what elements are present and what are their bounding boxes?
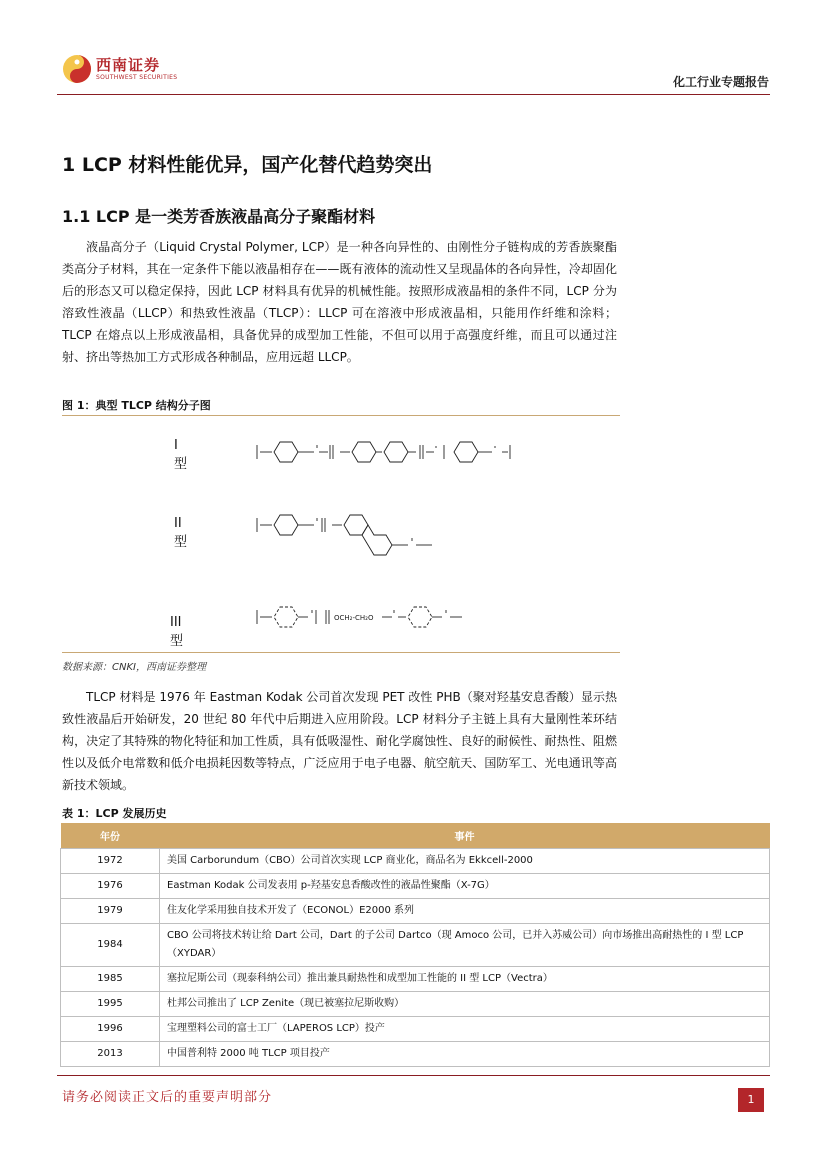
year-cell: 1985	[61, 967, 160, 992]
history-paragraph: TLCP 材料是 1976 年 Eastman Kodak 公司首次发现 PET 改性 PHB（聚对羟基安息香酸）显示热致性液晶后开始研发，20 世纪 80 年代中后期进入应用阶段。LCP 材料分子主链上具有大量刚性苯环结构，决定了其特殊的物化特征和加工性质，具有低吸湿性、耐化学腐蚀性、良好的耐候性、耐热性、阻燃性以及低介电常数和低介电损耗因数等特点，广泛应用于电子电器、航空航天、国防军工、光电通讯等高新技术领域。	[62, 690, 617, 792]
chemical-structures-svg	[252, 418, 512, 648]
header-divider	[57, 94, 770, 95]
ch2-group-text: OCH₂-CH₂O	[334, 614, 374, 622]
table-row	[61, 874, 770, 899]
subsection-heading: 1.1 LCP 是一类芳香族液晶高分子聚酯材料	[62, 207, 376, 226]
page-number: 1	[738, 1088, 764, 1112]
event-cell: 塞拉尼斯公司（现泰科纳公司）推出兼具耐热性和成型加工性能的 II 型 LCP（Vectra）	[160, 967, 770, 992]
lcp-history-table	[60, 823, 770, 1067]
table-row	[61, 967, 770, 992]
event-cell: 杜邦公司推出了 LCP Zenite（现已被塞拉尼斯收购）	[160, 992, 770, 1017]
event-cell: Eastman Kodak 公司发表用 p-羟基安息香酸改性的液晶性聚酯（X-7G）	[160, 874, 770, 899]
event-cell: 宝理塑料公司的富士工厂（LAPEROS LCP）投产	[160, 1017, 770, 1042]
company-logo	[62, 52, 182, 90]
table-row	[61, 1042, 770, 1067]
table-title: 表 1：LCP 发展历史	[62, 807, 167, 820]
event-cell: CBO 公司将技术转让给 Dart 公司，Dart 的子公司 Dartco（现 Amoco 公司，已并入苏威公司）向市场推出高耐热性的 I 型 LCP（XYDAR）	[160, 924, 770, 967]
table-row	[61, 899, 770, 924]
figure-bottom-rule	[62, 652, 620, 653]
footer-divider	[57, 1075, 770, 1076]
header-year: 年份	[61, 823, 160, 849]
header-event: 事件	[160, 823, 770, 849]
intro-paragraph: 液晶高分子（Liquid Crystal Polymer, LCP）是一种各向异性的、由刚性分子链构成的芳香族聚酯类高分子材料，其在一定条件下能以液晶相存在——既有液体的流动性又呈现晶体的各向异性，冷却固化后的形态又可以稳定保持，因此 LCP 材料具有优异的机械性能。按照形成液晶相的条件不同，LCP 分为溶致性液晶（LLCP）和热致性液晶（TLCP）：LLCP 可在溶液中形成液晶相，只能用作纤维和涂料；TLCP 在熔点以上形成液晶相，具备优异的成型加工性能，不但可以用于高强度纤维，而且可以通过注射、挤出等热加工方式形成各种制品，应用远超 LLCP。	[62, 240, 617, 364]
figure-top-rule	[62, 415, 620, 416]
table-row	[61, 992, 770, 1017]
table-row	[61, 849, 770, 874]
year-cell: 1976	[61, 874, 160, 899]
section-heading: 1 LCP 材料性能优异，国产化替代趋势突出	[62, 154, 433, 176]
year-cell: 1996	[61, 1017, 160, 1042]
figure-source: 数据来源：CNKI，西南证券整理	[62, 662, 206, 673]
table-header-row	[61, 823, 770, 849]
year-cell: 1995	[61, 992, 160, 1017]
type-2-label: II型	[174, 516, 188, 550]
year-cell: 1972	[61, 849, 160, 874]
year-cell: 2013	[61, 1042, 160, 1067]
logo-chinese: 西南证券	[96, 56, 161, 74]
event-cell: 美国 Carborundum（CBO）公司首次实现 LCP 商业化，商品名为 Ekkcell-2000	[160, 849, 770, 874]
type-1-label: I型	[174, 438, 188, 472]
type-3-label: III型	[170, 615, 184, 649]
table-row	[61, 924, 770, 967]
event-cell: 住友化学采用独自技术开发了（ECONOL）E2000 系列	[160, 899, 770, 924]
year-cell: 1984	[61, 924, 160, 967]
logo-emblem-icon	[62, 54, 92, 84]
year-cell: 1979	[61, 899, 160, 924]
disclaimer-note: 请务必阅读正文后的重要声明部分	[62, 1090, 273, 1105]
logo-english: SOUTHWEST SECURITIES	[96, 74, 178, 81]
figure-title: 图 1：典型 TLCP 结构分子图	[62, 399, 211, 412]
report-type: 化工行业专题报告	[672, 75, 769, 89]
table-row	[61, 1017, 770, 1042]
event-cell: 中国普利特 2000 吨 TLCP 项目投产	[160, 1042, 770, 1067]
